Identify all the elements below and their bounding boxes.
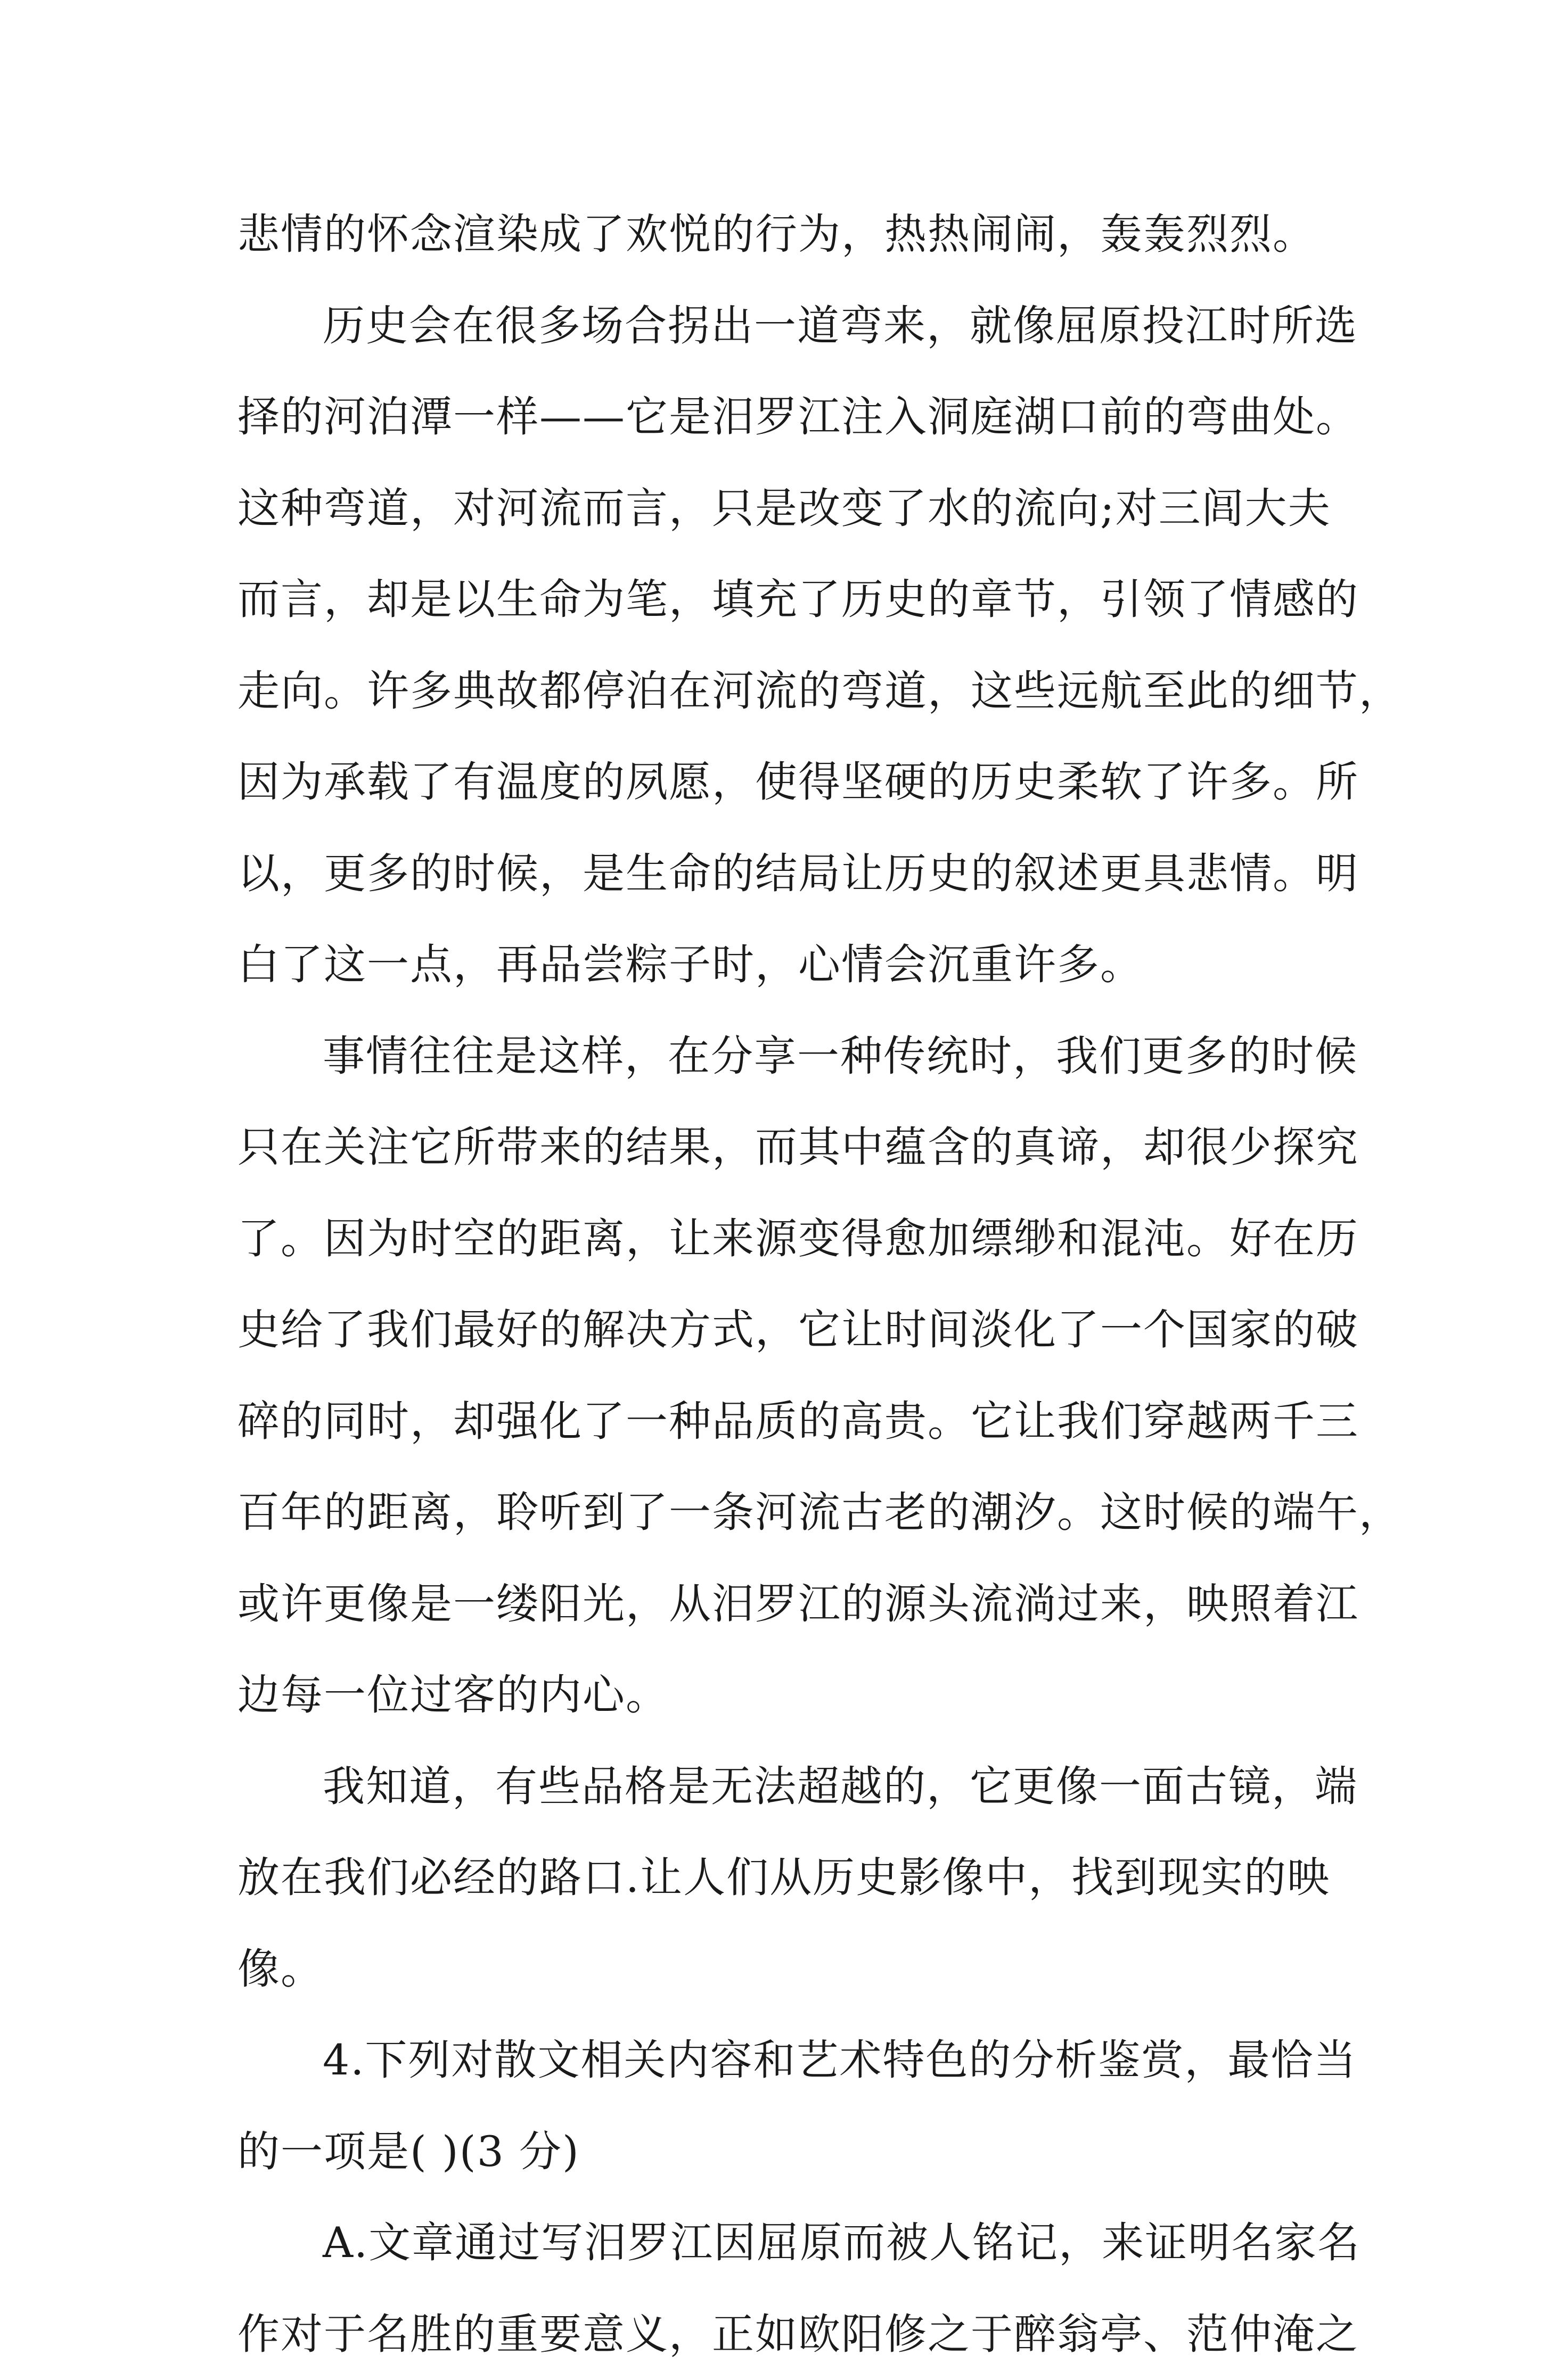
text-line: 事情往往是这样，在分享一种传统时，我们更多的时候 bbox=[237, 1011, 1324, 1102]
option-a-text: A.文章通过写汨罗江因屈原而被人铭记，来证明名家名 bbox=[237, 2197, 1324, 2289]
question-text: 的一项是( )(3 分) bbox=[237, 2106, 1324, 2198]
text-line: 以，更多的时候，是生命的结局让历史的叙述更具悲情。明 bbox=[237, 828, 1324, 920]
text-line: 历史会在很多场合拐出一道弯来，就像屈原投江时所选 bbox=[237, 281, 1324, 372]
text-line: 百年的距离，聆听到了一条河流古老的潮汐。这时候的端午， bbox=[237, 1467, 1324, 1559]
text-line: 悲情的怀念渲染成了欢悦的行为，热热闹闹，轰轰烈烈。 bbox=[237, 189, 1324, 281]
text-line: 放在我们必经的路口.让人们从历史影像中，找到现实的映 bbox=[237, 1832, 1324, 1924]
text-line: 碎的同时，却强化了一种品质的高贵。它让我们穿越两千三 bbox=[237, 1376, 1324, 1468]
text-line: 了。因为时空的距离，让来源变得愈加缥缈和混沌。好在历 bbox=[237, 1193, 1324, 1285]
text-line: 白了这一点，再品尝粽子时，心情会沉重许多。 bbox=[237, 919, 1324, 1011]
document-body bbox=[237, 189, 1324, 2380]
question-text: 4.下列对散文相关内容和艺术特色的分析鉴赏，最恰当 bbox=[237, 2015, 1324, 2106]
text-line: 像。 bbox=[237, 1924, 1324, 2015]
text-line: 择的河泊潭一样——它是汨罗江注入洞庭湖口前的弯曲处。 bbox=[237, 372, 1324, 463]
text-line: 只在关注它所带来的结果，而其中蕴含的真谛，却很少探究 bbox=[237, 1102, 1324, 1193]
text-line: 我知道，有些品格是无法超越的，它更像一面古镜，端 bbox=[237, 1741, 1324, 1833]
text-line: 走向。许多典故都停泊在河流的弯道，这些远航至此的细节， bbox=[237, 646, 1324, 737]
text-line: 而言，却是以生命为笔，填充了历史的章节，引领了情感的 bbox=[237, 554, 1324, 646]
text-line: 这种弯道，对河流而言，只是改变了水的流向;对三闾大夫 bbox=[237, 463, 1324, 555]
text-line: 史给了我们最好的解决方式，它让时间淡化了一个国家的破 bbox=[237, 1284, 1324, 1376]
text-line: 因为承载了有温度的夙愿，使得坚硬的历史柔软了许多。所 bbox=[237, 737, 1324, 828]
text-line: 边每一位过客的内心。 bbox=[237, 1650, 1324, 1741]
option-a-text: 作对于名胜的重要意义，正如欧阳修之于醉翁亭、范仲淹之 bbox=[237, 2289, 1324, 2380]
text-line: 或许更像是一缕阳光，从汨罗江的源头流淌过来，映照着江 bbox=[237, 1559, 1324, 1650]
